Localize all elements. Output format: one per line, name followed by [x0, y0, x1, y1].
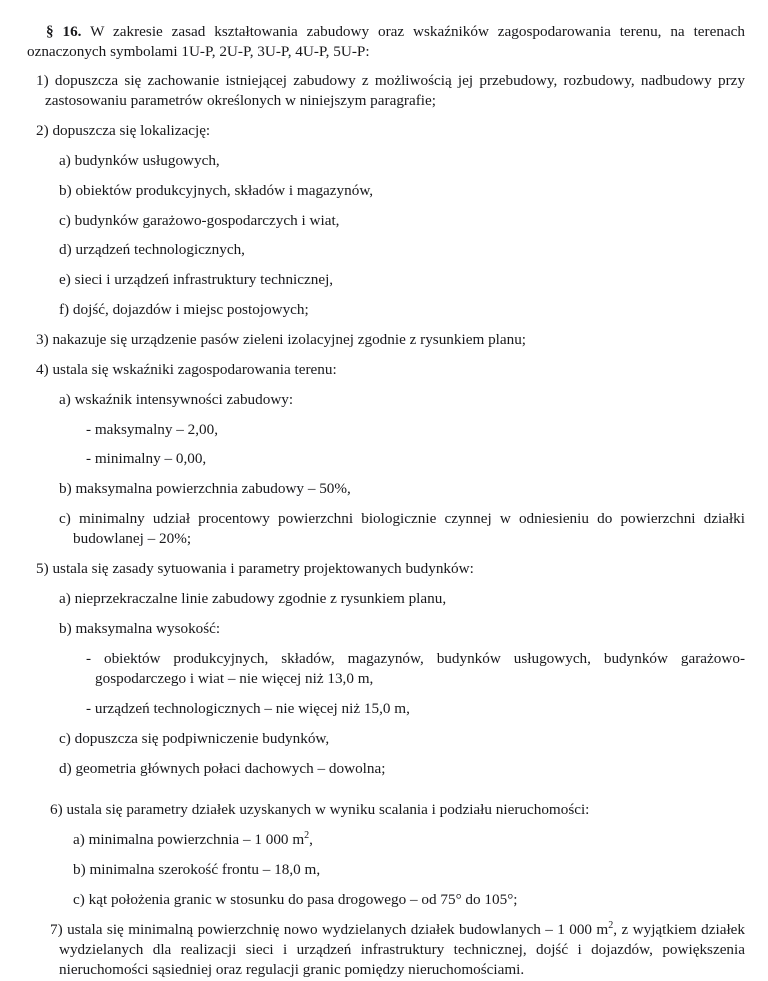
list-item-text: nakazuje się urządzenie pasów zieleni izolacyjnej zgodnie z rysunkiem planu; [52, 330, 527, 348]
list-item-text: wskaźnik intensywności zabudowy: [74, 390, 294, 408]
list-item-text: dopuszcza się zachowanie istniejącej zabudowy z możliwością jej przebudowy, rozbudowy, nadbudowy przy zastosowaniu parametrów określonych w niniejszym paragrafie; [45, 71, 745, 110]
list-item-4 [36, 360, 745, 380]
list-item-4b [59, 479, 745, 499]
list-item-4a-dash-2 [86, 449, 745, 469]
list-item-2e [59, 270, 745, 290]
list-item-text: obiektów produkcyjnych, składów, magazynów, budynków usługowych, budynków garażowo-gospodarczego i wiat – nie więcej niż 13,0 m, [95, 649, 745, 688]
list-item-1 [36, 71, 745, 112]
list-marker: e) [59, 271, 71, 289]
list-item-5a [59, 589, 745, 609]
list-item-text: sieci i urządzeń infrastruktury technicznej, [74, 271, 334, 289]
list-marker: c) [59, 211, 71, 229]
list-item-5 [36, 559, 745, 579]
list-item-text: urządzeń technologicznych, [75, 241, 245, 259]
section-lead-paragraph [27, 22, 745, 63]
list-item-2a [59, 151, 745, 171]
list-item-5d [59, 759, 745, 779]
list-item-3 [36, 330, 745, 350]
list-marker: b) [73, 860, 86, 878]
list-marker: a) [73, 831, 85, 849]
list-item-5b [59, 619, 745, 639]
list-item-6a [73, 830, 745, 850]
list-marker: 3) [36, 330, 49, 348]
list-item-text: urządzeń technologicznych – nie więcej niż 15,0 m, [94, 700, 410, 718]
list-marker: d) [59, 759, 72, 777]
superscript-square: 2 [304, 830, 310, 841]
list-item-6b [73, 860, 745, 880]
list-item-text: maksymalna wysokość: [75, 620, 221, 638]
list-marker: 4) [36, 360, 49, 378]
list-marker: c) [73, 890, 85, 908]
list-item-text: maksymalny – 2,00, [94, 420, 219, 438]
list-item-text: dopuszcza się lokalizację: [52, 121, 211, 139]
list-item-5b-dash-1 [86, 649, 745, 690]
list-item-5c [59, 729, 745, 749]
section-number: § 16. [46, 23, 82, 40]
list-item-text: minimalny udział procentowy powierzchni biologicznie czynnej w odniesieniu do powierzchni działki budowlanej – 20%; [73, 510, 745, 548]
dash-marker: - [86, 450, 92, 468]
list-item-7 [50, 920, 745, 981]
list-item-2c [59, 211, 745, 231]
list-item-4a-dash-1 [86, 420, 745, 440]
list-item-text: minimalna powierzchnia – 1 000 m [88, 831, 305, 849]
dash-marker: - [86, 420, 92, 438]
list-item-text: minimalny – 0,00, [94, 450, 207, 468]
list-item-text: minimalna szerokość frontu – 18,0 m, [89, 860, 321, 878]
list-marker: a) [59, 151, 71, 169]
list-item-text: kąt położenia granic w stosunku do pasa drogowego – od 75° do 105°; [88, 890, 518, 908]
list-item-text: ustala się zasady sytuowania i parametry projektowanych budynków: [52, 560, 474, 578]
list-item-6c [73, 890, 745, 910]
list-marker: c) [59, 510, 71, 528]
list-marker: d) [59, 241, 72, 259]
list-item-2f [59, 300, 745, 320]
list-item-text: dopuszcza się podpiwniczenie budynków, [74, 729, 330, 747]
list-item-text: nieprzekraczalne linie zabudowy zgodnie z rysunkiem planu, [74, 590, 447, 608]
section-lead-text: W zakresie zasad kształtowania zabudowy oraz wskaźników zagospodarowania terenu, na terenach oznaczonych symbolami 1U-P, 2U-P, 3U-P, 4U-P, 5U-P: [27, 23, 745, 61]
list-marker: a) [59, 390, 71, 408]
list-item-text-tail: , [309, 831, 313, 849]
list-item-text: ustala się parametry działek uzyskanych w wyniku scalania i podziału nieruchomości: [66, 801, 590, 819]
list-marker: 5) [36, 560, 49, 578]
list-item-text: budynków usługowych, [74, 151, 220, 169]
list-item-text-tail: , z wyjątkiem działek wydzielanych dla realizacji sieci i urządzeń infrastruktury technicznej, dojść i dojazdów, powiększenia nieruchomości sąsiedniej oraz regulacji granic pomiędzy nieruchomościami. [59, 920, 746, 979]
list-item-text: ustala się wskaźniki zagospodarowania terenu: [52, 360, 337, 378]
list-item-4c [59, 509, 745, 550]
list-marker: a) [59, 590, 71, 608]
list-item-2d [59, 240, 745, 260]
list-item-text: budynków garażowo-gospodarczych i wiat, [74, 211, 340, 229]
list-item-text: obiektów produkcyjnych, składów i magazynów, [75, 181, 374, 199]
list-item-6 [50, 800, 745, 820]
dash-marker: - [86, 649, 92, 667]
list-item-2 [36, 121, 745, 141]
superscript-square: 2 [608, 919, 614, 931]
list-item-5b-dash-2 [86, 699, 745, 719]
list-marker: 1) [36, 71, 49, 89]
list-item-4a [59, 390, 745, 410]
list-item-text: ustala się minimalną powierzchnię nowo wydzielanych działek budowlanych – 1 000 m [67, 920, 609, 938]
list-marker: b) [59, 480, 72, 498]
list-marker: 6) [50, 801, 63, 819]
list-item-text: geometria głównych połaci dachowych – dowolna; [75, 759, 386, 777]
list-item-2b [59, 181, 745, 201]
list-item-text: maksymalna powierzchnia zabudowy – 50%, [75, 480, 351, 498]
list-marker: 7) [50, 920, 63, 938]
list-marker: f) [59, 301, 70, 319]
list-marker: b) [59, 620, 72, 638]
list-marker: c) [59, 729, 71, 747]
list-marker: b) [59, 181, 72, 199]
dash-marker: - [86, 700, 92, 718]
list-item-text: dojść, dojazdów i miejsc postojowych; [72, 301, 309, 319]
list-marker: 2) [36, 121, 49, 139]
